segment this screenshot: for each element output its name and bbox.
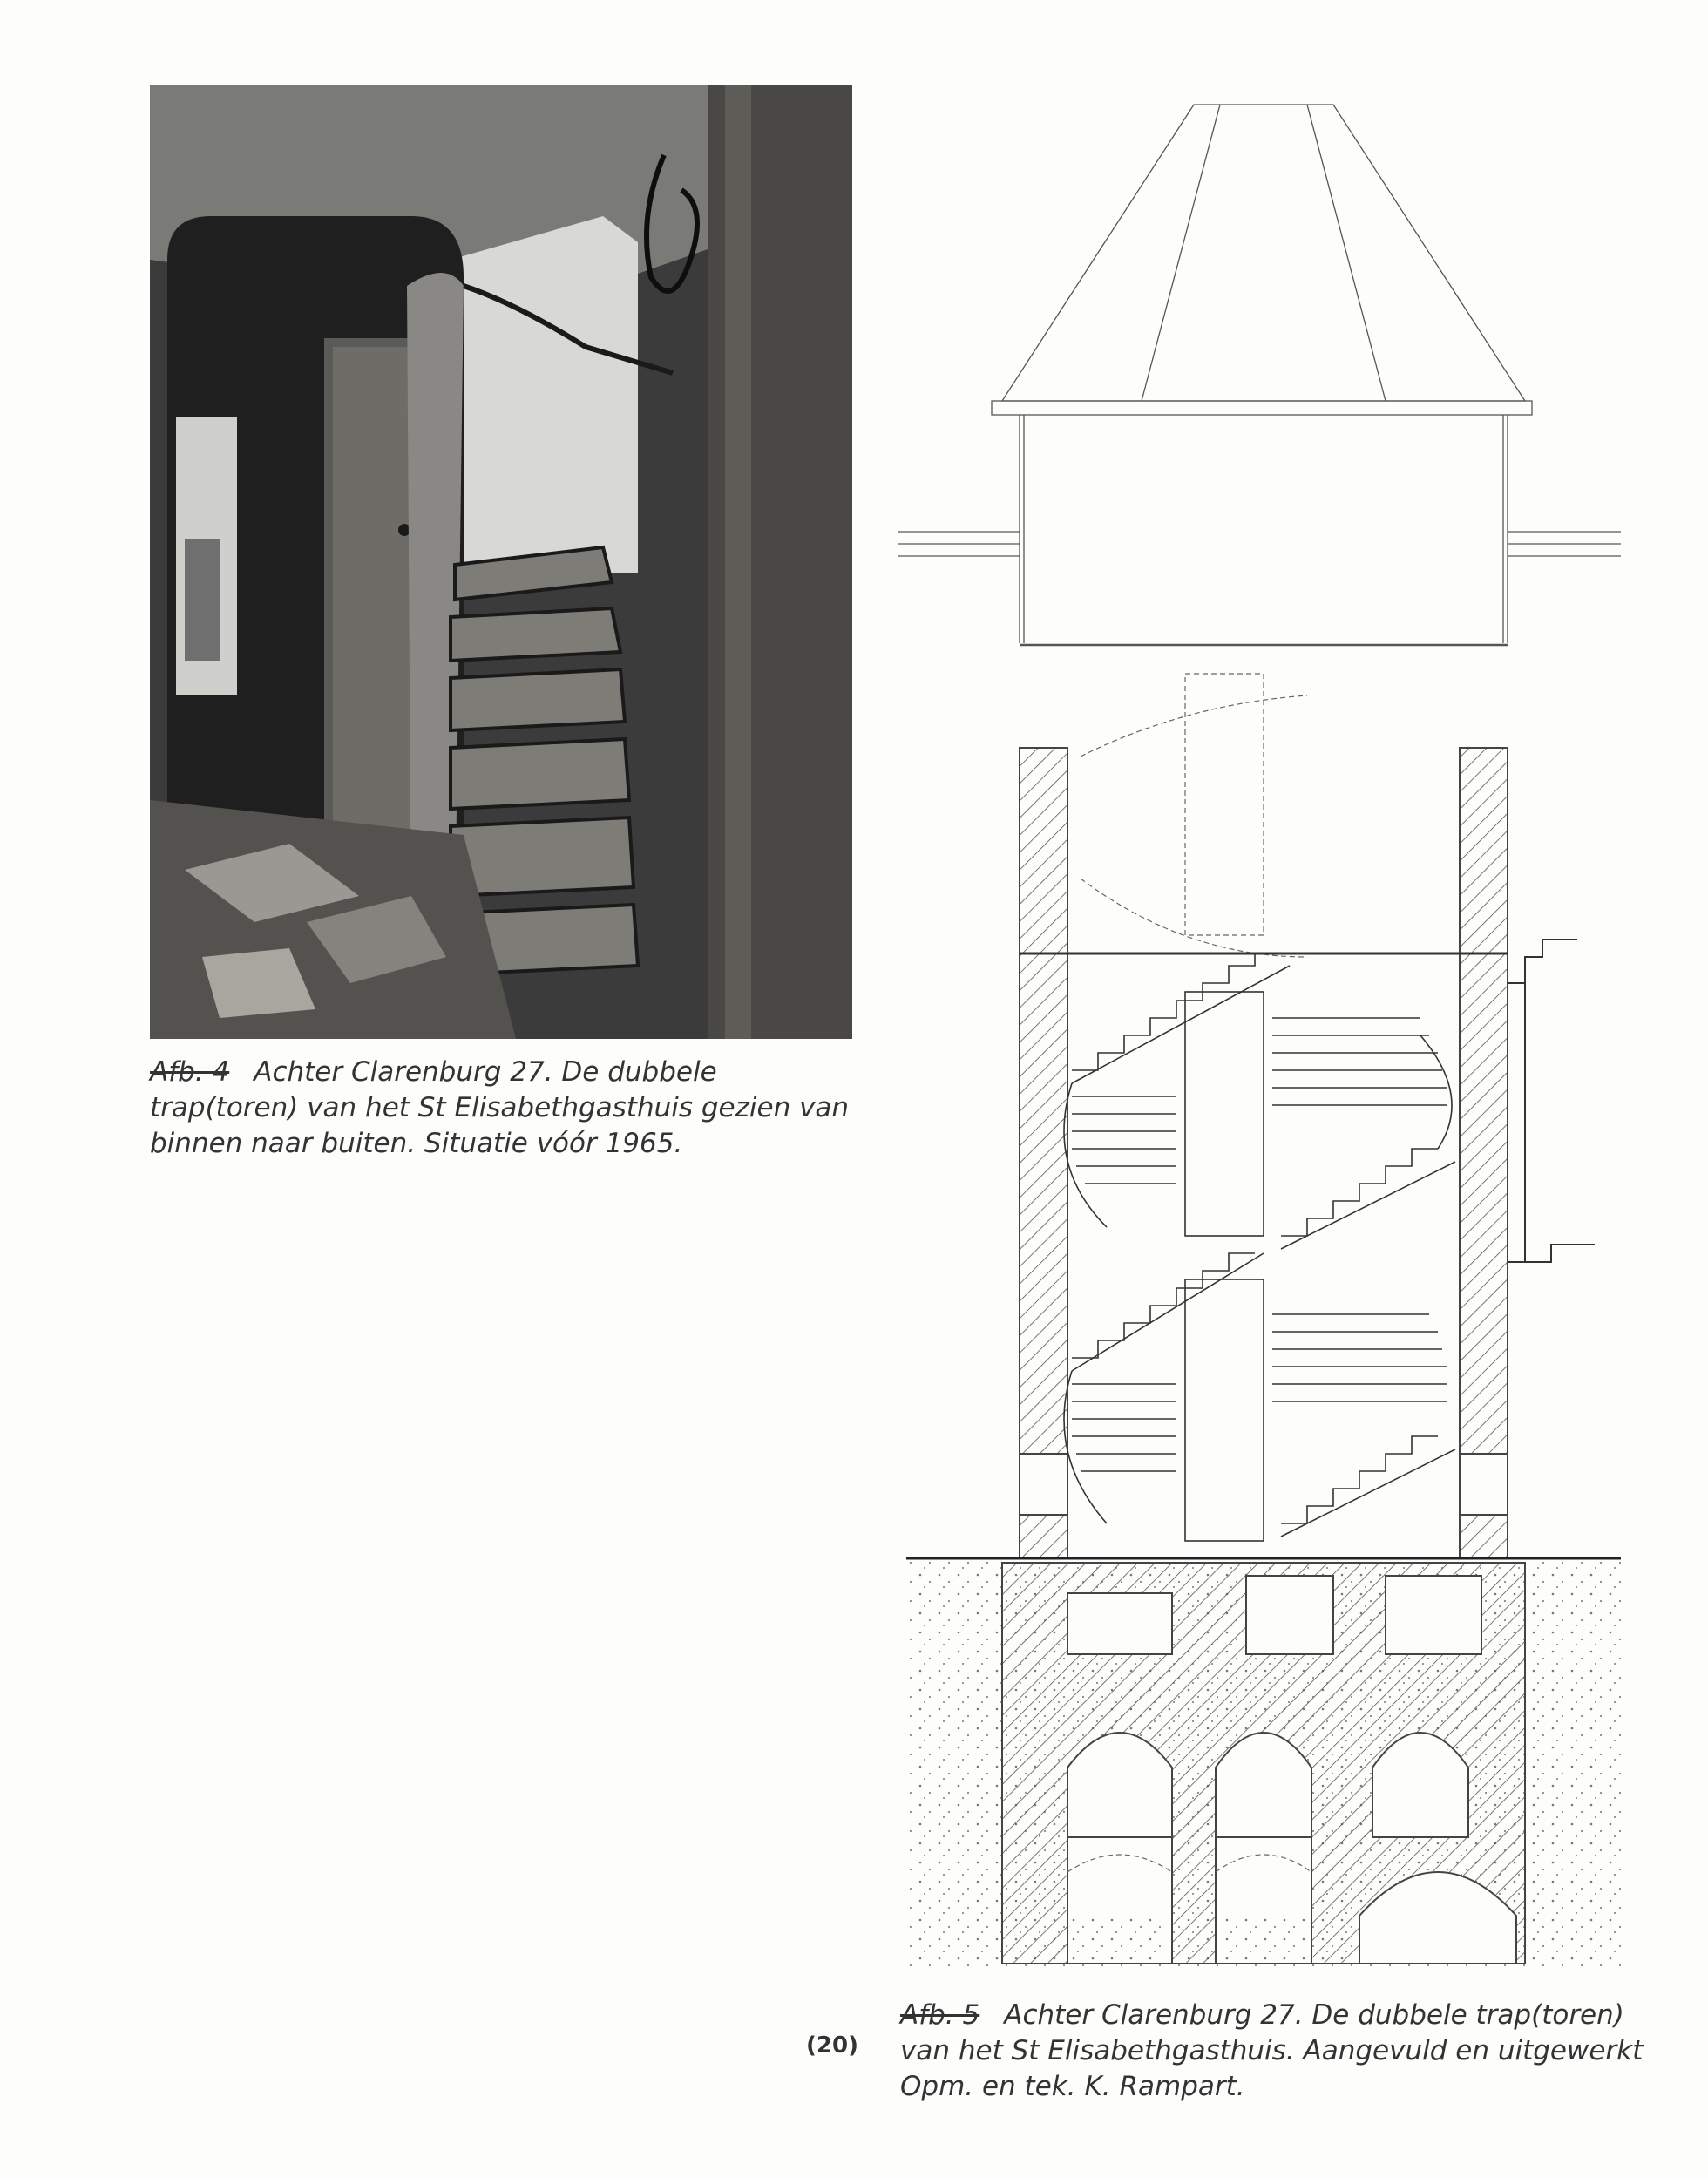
figure-5-caption <box>900 1998 1650 2105</box>
figure-5-label: Afb. 5 <box>900 1999 980 2031</box>
staircase-photo <box>150 85 852 1039</box>
tower-section-drawing <box>898 94 1621 1985</box>
page-number: (20) <box>806 2032 858 2059</box>
figure-4-label: Afb. 4 <box>150 1056 230 1088</box>
figure-4-caption <box>150 1055 852 1162</box>
figure-5-text: Achter Clarenburg 27. De dubbele trap(toren) van het St Elisabethgasthuis. Aangevuld en uitgewerkt Opm. en tek. K. Rampart. <box>900 1999 1644 2102</box>
figure-4-text: Achter Clarenburg 27. De dubbele trap(toren) van het St Elisabethgasthuis gezien van binnen naar buiten. Situatie vóór 1965. <box>150 1056 850 1159</box>
